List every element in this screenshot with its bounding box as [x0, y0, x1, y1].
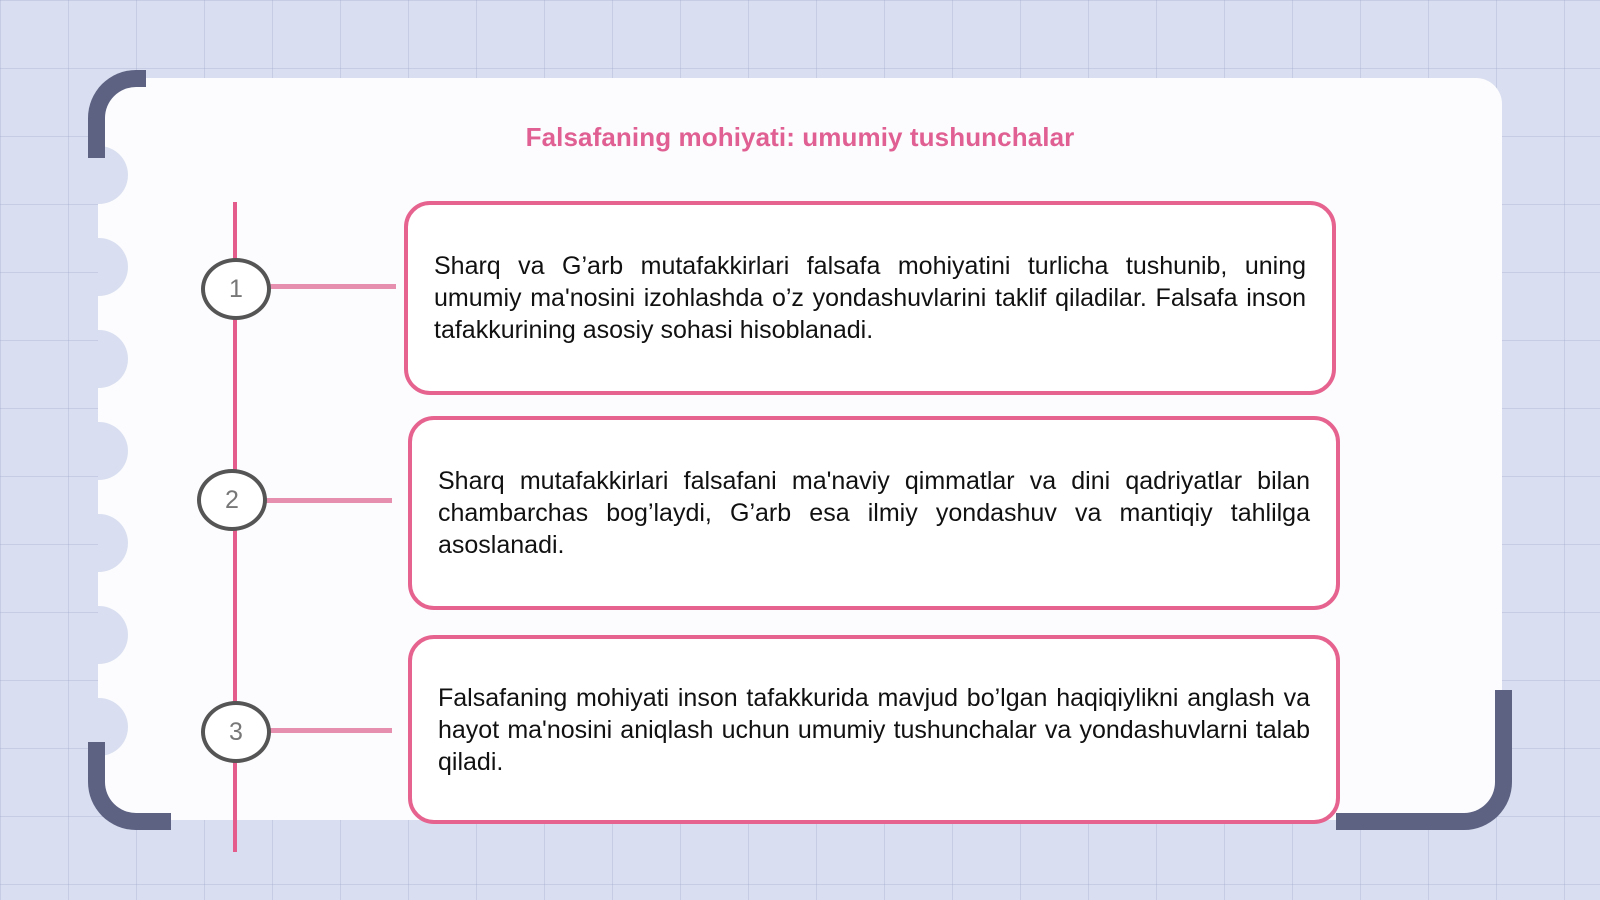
step-marker-3: 3 [201, 701, 271, 763]
step-marker-2: 2 [197, 469, 267, 531]
timeline-connector [266, 284, 396, 289]
corner-bracket-bottom-left [88, 742, 171, 830]
step-text-1: Sharq va G’arb mutafakkirlari falsafa mohiyatini turlicha tushunib, uning umumiy ma'nosini izohlashda o’z yondashuvlarini taklif qiladilar. Falsafa inson tafakkurining asosiy sohasi hisoblanadi. [434, 252, 1306, 344]
step-text-3: Falsafaning mohiyati inson tafakkurida mavjud bo’lgan haqiqiylikni anglash va hayot ma'nosini aniqlash uchun umumiy tushunchalar va yondashuvlarni talab qiladi. [438, 683, 1310, 776]
timeline-connector [262, 498, 392, 503]
step-text-2: Sharq mutafakkirlari falsafani ma'naviy qimmatlar va dini qadriyatlar bilan chambarchas bog’laydi, G’arb esa ilmiy yondashuv va mantiqiy tahlilga asoslanadi. [438, 467, 1310, 559]
timeline-connector [266, 728, 392, 733]
step-box-3 [408, 635, 1340, 824]
step-box-1 [404, 201, 1336, 395]
step-marker-1: 1 [201, 258, 271, 320]
step-box-2 [408, 416, 1340, 610]
corner-bracket-bottom-right [1336, 690, 1512, 830]
slide-title: Falsafaning mohiyati: umumiy tushunchalar [525, 122, 1075, 152]
